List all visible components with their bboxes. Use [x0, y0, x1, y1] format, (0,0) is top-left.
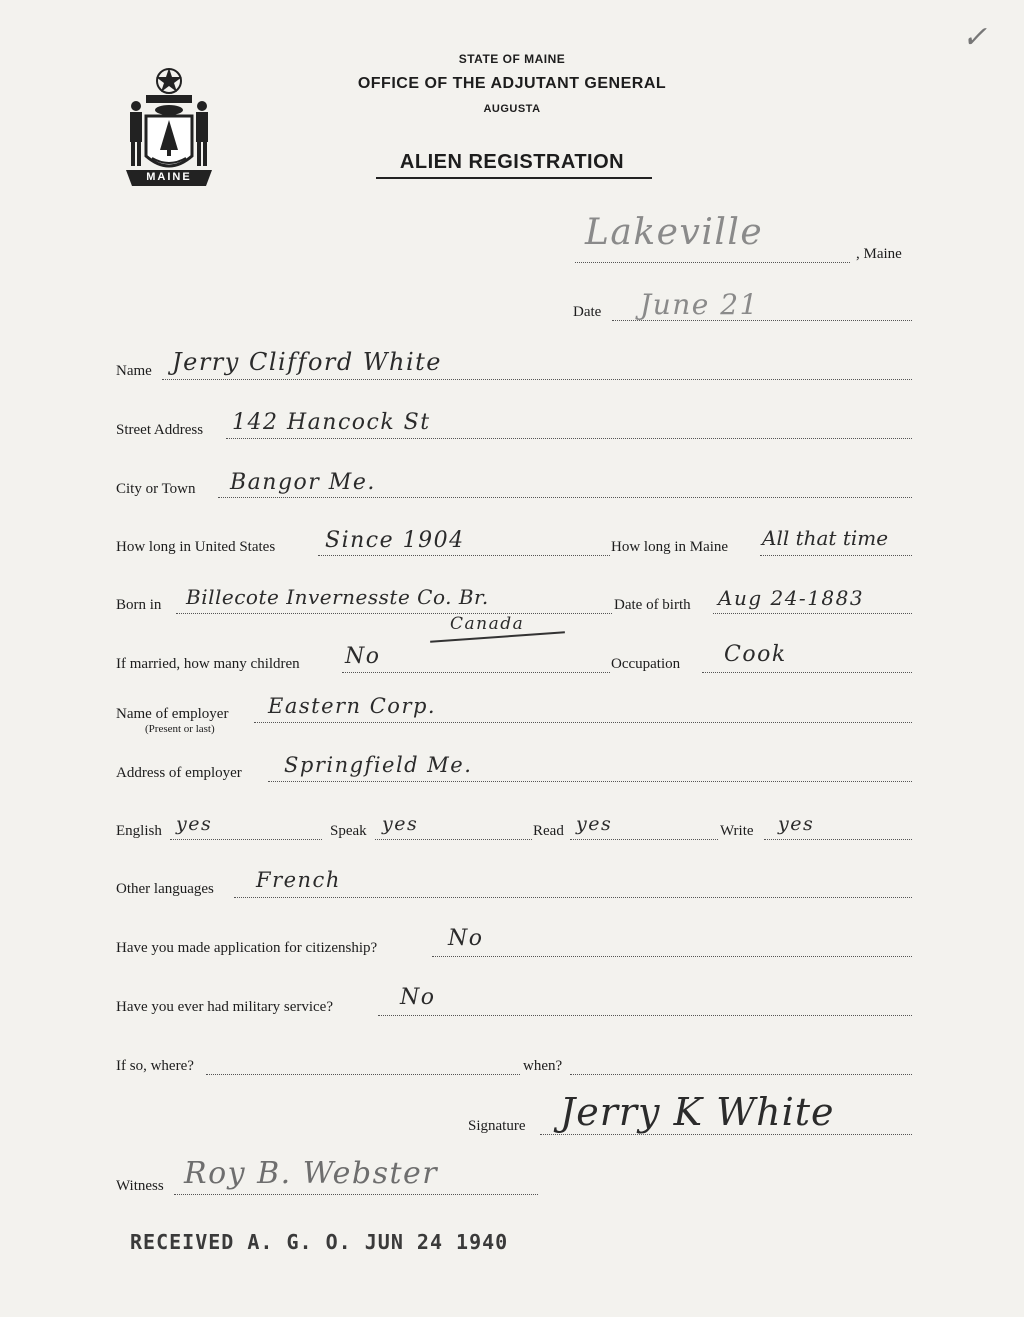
children-label: If married, how many children — [116, 656, 300, 672]
in-maine-value: All that time — [762, 526, 889, 550]
header-city: AUGUSTA — [483, 103, 541, 115]
when-line — [570, 1074, 912, 1075]
other-languages-label: Other languages — [116, 881, 214, 897]
born-line — [176, 613, 612, 614]
citizenship-line — [432, 956, 912, 957]
military-line — [378, 1015, 912, 1016]
english-label: English — [116, 823, 162, 839]
children-value: No — [345, 644, 381, 669]
occupation-value: Cook — [724, 642, 787, 667]
citizenship-label: Have you made application for citizenship? — [116, 940, 378, 956]
occupation-label: Occupation — [611, 656, 681, 672]
read-label: Read — [533, 823, 564, 839]
citizenship-value: No — [448, 926, 484, 951]
write-line — [764, 839, 912, 840]
title-underline — [376, 177, 652, 179]
write-value: yes — [778, 813, 815, 835]
english-line — [170, 839, 322, 840]
employer-address-label: Address of employer — [116, 765, 242, 781]
city-label: City or Town — [116, 481, 196, 497]
date-label: Date — [573, 304, 602, 320]
witness-line — [174, 1194, 538, 1195]
header-state: STATE OF MAINE — [458, 52, 566, 66]
other-languages-value: French — [256, 868, 341, 892]
dob-value: Aug 24-1883 — [718, 586, 865, 610]
place-value: Lakeville — [585, 212, 764, 253]
corner-check-mark: ✓ — [962, 20, 989, 55]
signature-label: Signature — [468, 1118, 526, 1134]
in-us-line — [318, 555, 610, 556]
employer-sublabel: (Present or last) — [145, 723, 215, 735]
where-line — [206, 1074, 520, 1075]
signature-value: Jerry K White — [560, 1090, 835, 1134]
employer-value: Eastern Corp. — [268, 694, 437, 718]
in-us-value: Since 1904 — [325, 528, 465, 553]
place-suffix: , Maine — [856, 246, 902, 262]
other-languages-line — [234, 897, 912, 898]
street-line — [226, 438, 912, 439]
city-line — [218, 497, 912, 498]
read-value: yes — [576, 813, 613, 835]
when-label: when? — [523, 1058, 563, 1074]
signature-line — [540, 1134, 912, 1135]
speak-value: yes — [382, 813, 419, 835]
born-value: Billecote Invernesste Co. Br. — [186, 585, 489, 609]
read-line — [570, 839, 718, 840]
employer-label: Name of employer — [116, 706, 229, 722]
military-value: No — [400, 985, 436, 1010]
name-label: Name — [116, 363, 152, 379]
name-value: Jerry Clifford White — [172, 348, 442, 376]
seal-banner-text: MAINE — [146, 171, 192, 183]
street-label: Street Address — [116, 422, 204, 438]
witness-value: Roy B. Webster — [184, 1156, 439, 1191]
received-stamp: RECEIVED A. G. O. JUN 24 1940 — [130, 1230, 509, 1254]
street-value: 142 Hancock St — [232, 410, 431, 435]
in-maine-label: How long in Maine — [611, 539, 729, 555]
maine-state-seal — [116, 64, 222, 192]
employer-address-line — [268, 781, 912, 782]
employer-line — [254, 722, 912, 723]
city-value: Bangor Me. — [230, 470, 376, 495]
born-country-value: Canada — [450, 614, 525, 634]
military-label: Have you ever had military service? — [116, 999, 333, 1015]
date-value: June 21 — [640, 288, 759, 321]
born-label: Born in — [116, 597, 162, 613]
dob-label: Date of birth — [614, 597, 691, 613]
occupation-line — [702, 672, 912, 673]
write-label: Write — [720, 823, 754, 839]
in-us-label: How long in United States — [116, 539, 276, 555]
speak-label: Speak — [330, 823, 367, 839]
employer-address-value: Springfield Me. — [284, 753, 473, 777]
page-title: ALIEN REGISTRATION — [399, 151, 625, 173]
speak-line — [375, 839, 532, 840]
where-label: If so, where? — [116, 1058, 194, 1074]
children-line — [342, 672, 610, 673]
english-value: yes — [176, 813, 213, 835]
witness-label: Witness — [116, 1178, 164, 1194]
place-line — [575, 262, 850, 263]
name-line — [162, 379, 912, 380]
dob-line — [713, 613, 912, 614]
in-maine-line — [760, 555, 912, 556]
header-office: OFFICE OF THE ADJUTANT GENERAL — [357, 75, 667, 92]
